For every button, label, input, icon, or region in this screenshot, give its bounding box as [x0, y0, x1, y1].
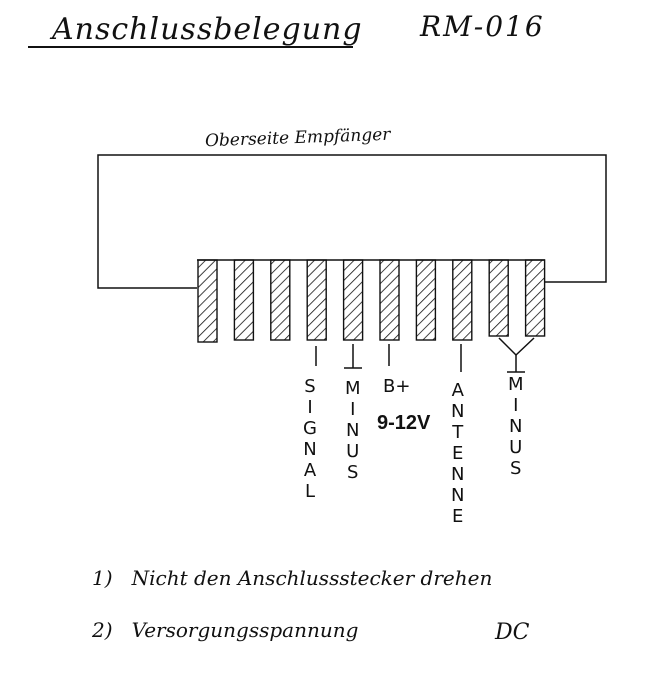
label-letter: M — [345, 378, 361, 399]
note-2-number: 2) — [92, 618, 113, 642]
note-1-number: 1) — [92, 566, 113, 590]
connector-pin-5 — [344, 260, 363, 340]
note-1-text: Nicht den Anschlussstecker drehen — [131, 566, 493, 590]
label-letter: T — [452, 422, 464, 443]
label-letter: L — [304, 481, 315, 502]
label-bplus: B+ — [383, 376, 411, 397]
connector-pin-3 — [271, 260, 290, 340]
connector-pin-2 — [234, 260, 253, 340]
label-minus — [345, 378, 361, 483]
label-letter: U — [346, 441, 360, 462]
label-signal — [303, 376, 317, 502]
label-letter: A — [451, 380, 464, 401]
connector-pin-1 — [198, 260, 217, 342]
label-letter: G — [303, 418, 317, 439]
label-letter: N — [451, 401, 465, 422]
label-letter: A — [303, 460, 317, 481]
label-letter: I — [307, 397, 313, 418]
label-letter: N — [303, 439, 317, 460]
label-letter: U — [509, 437, 523, 458]
label-letter: I — [350, 399, 356, 420]
note-2 — [92, 618, 358, 642]
lead-minus-joined — [499, 338, 534, 355]
connector-pin-8 — [453, 260, 472, 340]
connector-pin-10 — [526, 260, 545, 336]
label-letter: E — [452, 506, 464, 527]
label-letter: E — [452, 443, 464, 464]
label-letter: M — [508, 374, 524, 395]
label-voltage: 9-12V — [377, 412, 431, 434]
connector-pin-9 — [489, 260, 508, 336]
label-letter: S — [304, 376, 316, 397]
note-1 — [92, 566, 492, 590]
label-letter: N — [509, 416, 523, 437]
note-2-text: Versorgungsspannung — [131, 618, 359, 642]
label-letter: S — [510, 458, 522, 479]
note-2-suffix: DC — [495, 620, 530, 645]
connector-pin-6 — [380, 260, 399, 340]
pin-group — [198, 260, 545, 342]
label-minus-2 — [508, 374, 524, 479]
label-antenne — [451, 380, 464, 527]
connector-pin-7 — [416, 260, 435, 340]
label-letter: N — [451, 464, 465, 485]
label-letter: N — [451, 485, 465, 506]
diagram-title: Anschlussbelegung — [52, 12, 363, 47]
label-letter: S — [347, 462, 359, 483]
top-side-label: Oberseite Empfänger — [204, 124, 391, 152]
model-number: RM-016 — [420, 10, 545, 43]
connector-pin-4 — [307, 260, 326, 340]
label-letter: N — [346, 420, 360, 441]
title-underline — [28, 46, 353, 48]
label-letter: I — [513, 395, 519, 416]
